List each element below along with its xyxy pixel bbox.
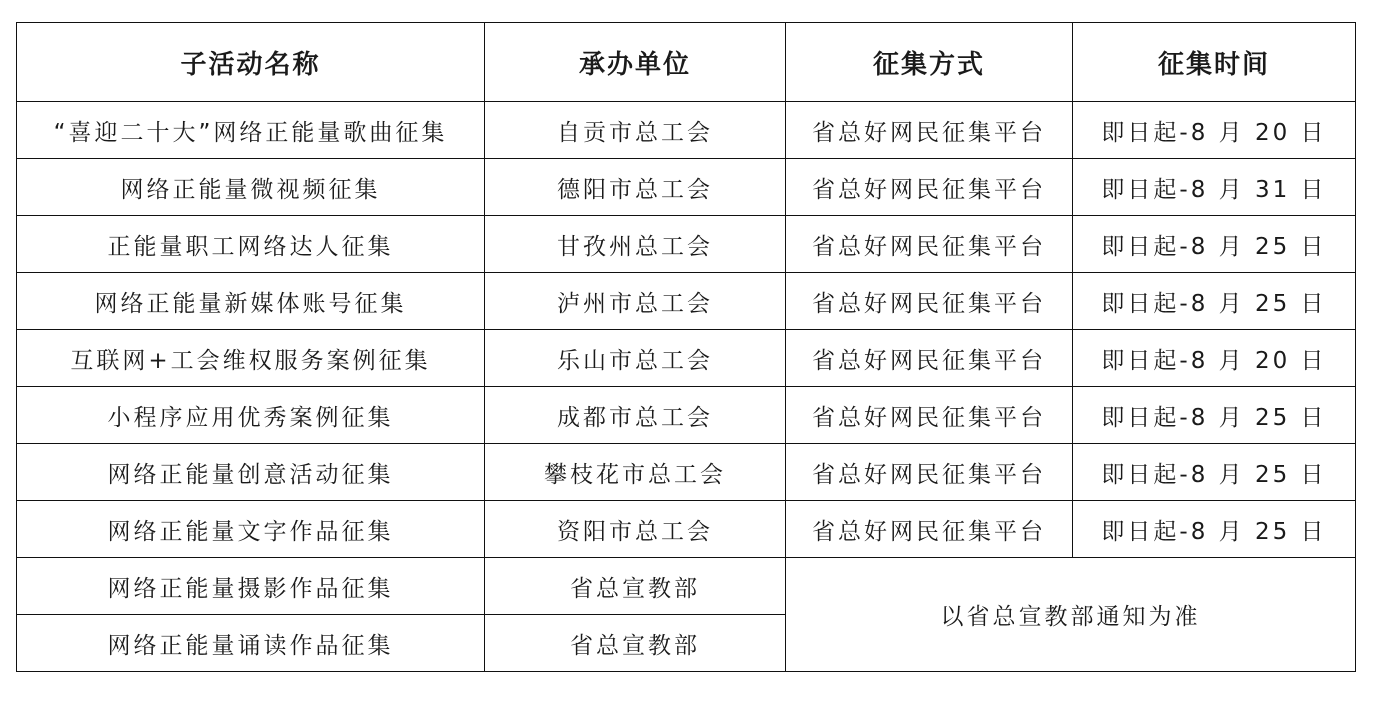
method-cell: 省总好网民征集平台	[786, 273, 1073, 330]
header-time: 征集时间	[1073, 23, 1356, 102]
header-row	[17, 23, 1356, 102]
time-cell: 即日起-8 月 31 日	[1073, 159, 1356, 216]
method-cell: 省总好网民征集平台	[786, 501, 1073, 558]
activity-name-cell: 网络正能量文字作品征集	[17, 501, 485, 558]
organizer-cell: 德阳市总工会	[485, 159, 786, 216]
activity-name-cell: 网络正能量诵读作品征集	[17, 615, 485, 672]
activity-name-cell: 小程序应用优秀案例征集	[17, 387, 485, 444]
activity-name-cell: “喜迎二十大”网络正能量歌曲征集	[17, 102, 485, 159]
activity-name-cell: 网络正能量新媒体账号征集	[17, 273, 485, 330]
method-cell: 省总好网民征集平台	[786, 387, 1073, 444]
table-row	[17, 102, 1356, 159]
activity-name-cell: 网络正能量摄影作品征集	[17, 558, 485, 615]
method-cell: 省总好网民征集平台	[786, 216, 1073, 273]
method-cell: 省总好网民征集平台	[786, 159, 1073, 216]
time-cell: 即日起-8 月 25 日	[1073, 387, 1356, 444]
table-row	[17, 216, 1356, 273]
header-method: 征集方式	[786, 23, 1073, 102]
activity-name-cell: 网络正能量微视频征集	[17, 159, 485, 216]
organizer-cell: 自贡市总工会	[485, 102, 786, 159]
time-cell: 即日起-8 月 25 日	[1073, 216, 1356, 273]
organizer-cell: 省总宣教部	[485, 558, 786, 615]
activity-name-cell: 正能量职工网络达人征集	[17, 216, 485, 273]
organizer-cell: 攀枝花市总工会	[485, 444, 786, 501]
organizer-cell: 乐山市总工会	[485, 330, 786, 387]
organizer-cell: 资阳市总工会	[485, 501, 786, 558]
method-cell: 省总好网民征集平台	[786, 102, 1073, 159]
table-row	[17, 330, 1356, 387]
table-row	[17, 558, 1356, 615]
time-cell: 即日起-8 月 25 日	[1073, 273, 1356, 330]
organizer-cell: 甘孜州总工会	[485, 216, 786, 273]
time-cell: 即日起-8 月 25 日	[1073, 501, 1356, 558]
organizer-cell: 省总宣教部	[485, 615, 786, 672]
header-activity-name: 子活动名称	[17, 23, 485, 102]
time-cell: 即日起-8 月 20 日	[1073, 102, 1356, 159]
table-row	[17, 444, 1356, 501]
time-cell: 即日起-8 月 25 日	[1073, 444, 1356, 501]
organizer-cell: 泸州市总工会	[485, 273, 786, 330]
table-row	[17, 159, 1356, 216]
activity-table	[16, 22, 1356, 672]
method-cell: 省总好网民征集平台	[786, 330, 1073, 387]
time-cell: 即日起-8 月 20 日	[1073, 330, 1356, 387]
table-row	[17, 501, 1356, 558]
method-cell: 省总好网民征集平台	[786, 444, 1073, 501]
activity-name-cell: 网络正能量创意活动征集	[17, 444, 485, 501]
table-row	[17, 387, 1356, 444]
organizer-cell: 成都市总工会	[485, 387, 786, 444]
merged-note-cell: 以省总宣教部通知为准	[786, 558, 1356, 672]
table-row	[17, 273, 1356, 330]
header-organizer: 承办单位	[485, 23, 786, 102]
activity-name-cell: 互联网+工会维权服务案例征集	[17, 330, 485, 387]
